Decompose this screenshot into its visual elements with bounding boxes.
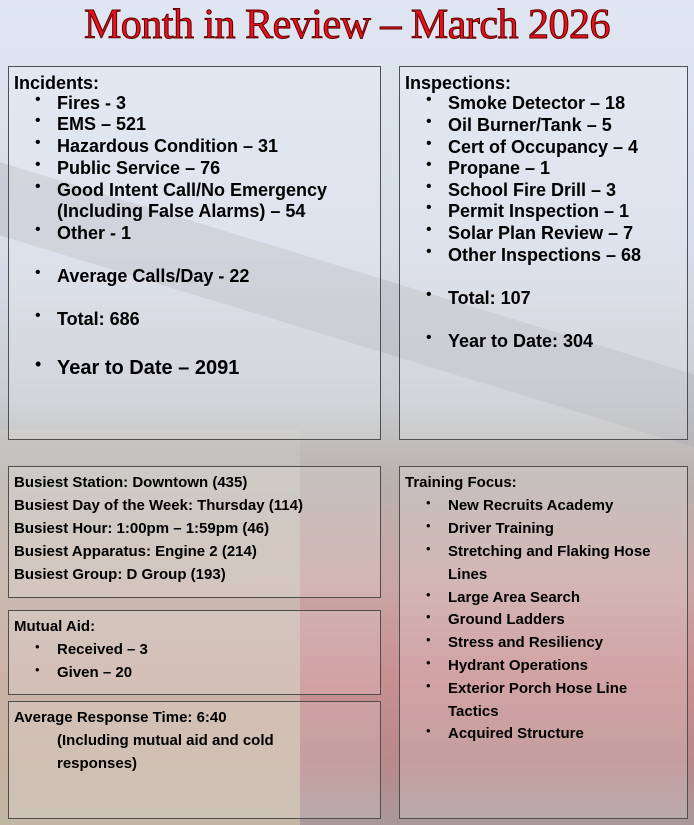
- training-item: Stretching and Flaking Hose: [448, 543, 651, 560]
- mutual-aid-header: Mutual Aid:: [14, 618, 96, 635]
- busiest-stat: Busiest Day of the Week: Thursday (114): [14, 497, 303, 514]
- bullet-icon: •: [35, 133, 41, 151]
- busiest-stat: Busiest Station: Downtown (435): [14, 474, 248, 491]
- inspection-item: Propane – 1: [448, 158, 551, 179]
- training-item-continued: Lines: [448, 566, 488, 583]
- bullet-icon: •: [426, 112, 432, 130]
- bullet-icon: •: [426, 177, 432, 195]
- bullet-icon: •: [426, 328, 432, 346]
- bullet-icon: •: [426, 608, 431, 624]
- bullet-icon: •: [426, 494, 431, 510]
- inspection-item: Total: 107: [448, 288, 531, 309]
- incident-item: Average Calls/Day - 22: [57, 266, 250, 287]
- incident-item: EMS – 521: [57, 114, 147, 135]
- inspection-item: School Fire Drill – 3: [448, 180, 617, 201]
- training-item: Hydrant Operations: [448, 657, 589, 674]
- bullet-icon: •: [426, 722, 431, 738]
- inspection-item: Cert of Occupancy – 4: [448, 137, 639, 158]
- bullet-icon: •: [426, 586, 431, 602]
- inspection-item: Oil Burner/Tank – 5: [448, 115, 612, 136]
- incident-item: Total: 686: [57, 309, 140, 330]
- busiest-stat: Busiest Hour: 1:00pm – 1:59pm (46): [14, 520, 270, 537]
- incident-item: Other - 1: [57, 223, 132, 244]
- busiest-stat: Busiest Apparatus: Engine 2 (214): [14, 543, 257, 560]
- inspection-item: Other Inspections – 68: [448, 245, 642, 266]
- bullet-icon: •: [35, 111, 41, 129]
- incident-item: Fires - 3: [57, 93, 127, 114]
- bullet-icon: •: [426, 631, 431, 647]
- bullet-icon: •: [426, 654, 431, 670]
- incident-item: Hazardous Condition – 31: [57, 136, 279, 157]
- inspection-item: Permit Inspection – 1: [448, 201, 630, 222]
- bullet-icon: •: [35, 306, 41, 324]
- incident-item-continued: (Including False Alarms) – 54: [57, 201, 306, 222]
- incident-item: Year to Date – 2091: [57, 357, 240, 379]
- inspections-header: Inspections:: [405, 73, 512, 94]
- bullet-icon: •: [35, 263, 41, 281]
- training-item: Driver Training: [448, 520, 554, 537]
- bullet-icon: •: [426, 285, 432, 303]
- bullet-icon: •: [426, 677, 431, 693]
- bullet-icon: •: [426, 242, 432, 260]
- training-item: Stress and Resiliency: [448, 634, 604, 651]
- bullet-icon: •: [426, 155, 432, 173]
- bullet-icon: •: [35, 354, 42, 374]
- bullet-icon: •: [426, 90, 432, 108]
- incident-item: Good Intent Call/No Emergency: [57, 180, 328, 201]
- incidents-header: Incidents:: [14, 73, 100, 94]
- response-time-note: (Including mutual aid and cold: [57, 732, 274, 749]
- training-item: Acquired Structure: [448, 725, 584, 742]
- bullet-icon: •: [35, 90, 41, 108]
- inspection-item: Smoke Detector – 18: [448, 93, 626, 114]
- inspection-item: Solar Plan Review – 7: [448, 223, 634, 244]
- page-title: Month in Review – March 2026: [83, 2, 611, 48]
- response-time-note: responses): [57, 755, 138, 772]
- training-header: Training Focus:: [405, 474, 517, 491]
- busiest-stat: Busiest Group: D Group (193): [14, 566, 226, 583]
- training-item: New Recruits Academy: [448, 497, 614, 514]
- training-item: Ground Ladders: [448, 611, 565, 628]
- bullet-icon: •: [426, 198, 432, 216]
- response-time-header: Average Response Time: 6:40: [14, 709, 227, 726]
- mutual-aid-item: Received – 3: [57, 641, 148, 658]
- bullet-icon: •: [426, 134, 432, 152]
- bullet-icon: •: [426, 517, 431, 533]
- training-item-continued: Tactics: [448, 703, 499, 720]
- bullet-icon: •: [35, 177, 41, 195]
- bullet-icon: •: [35, 220, 41, 238]
- incident-item: Public Service – 76: [57, 158, 221, 179]
- bullet-icon: •: [426, 540, 431, 556]
- inspection-item: Year to Date: 304: [448, 331, 594, 352]
- bullet-icon: •: [426, 220, 432, 238]
- mutual-aid-item: Given – 20: [57, 664, 133, 681]
- training-item: Large Area Search: [448, 589, 581, 606]
- bullet-icon: •: [35, 638, 40, 654]
- bullet-icon: •: [35, 155, 41, 173]
- bullet-icon: •: [35, 661, 40, 677]
- training-item: Exterior Porch Hose Line: [448, 680, 628, 697]
